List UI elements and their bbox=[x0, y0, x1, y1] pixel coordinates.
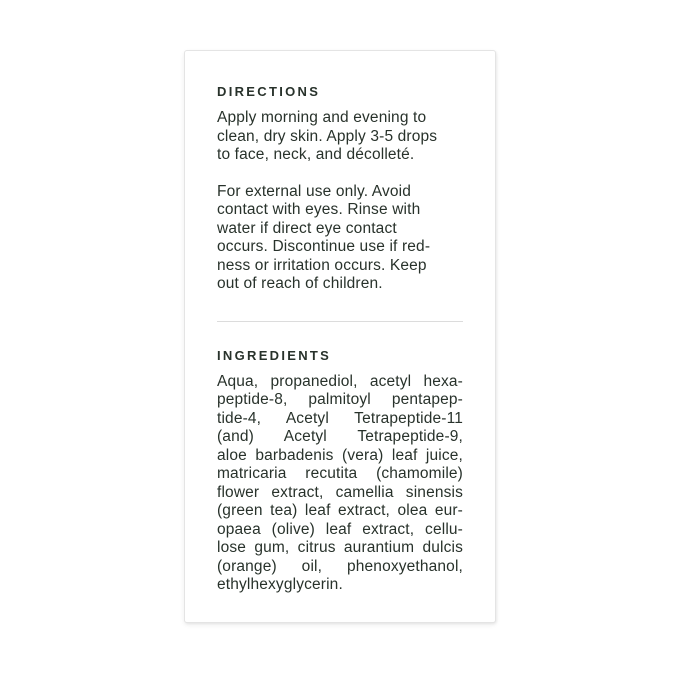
ingredients-paragraph bbox=[217, 373, 463, 595]
text-line: matricaria recutita (chamomile) bbox=[217, 465, 463, 482]
text-line: contact with eyes. Rinse with bbox=[217, 201, 421, 218]
text-line: Aqua, propanediol, acetyl hexa- bbox=[217, 372, 463, 390]
text-line: to face, neck, and décolleté. bbox=[217, 146, 415, 163]
text-line: (orange) oil, phenoxyethanol, bbox=[217, 557, 463, 575]
text-line: aloe barbadenis (vera) leaf juice, bbox=[217, 446, 463, 464]
directions-paragraph-usage bbox=[217, 109, 463, 165]
text-line: For external use only. Avoid bbox=[217, 182, 412, 200]
text-line: opaea (olive) leaf extract, cellu- bbox=[217, 520, 463, 538]
text-line: out of reach of children. bbox=[217, 275, 383, 292]
text-line: clean, dry skin. Apply 3-5 drops bbox=[217, 127, 438, 145]
text-line: occurs. Discontinue use if red- bbox=[217, 238, 431, 255]
text-line: peptide-8, palmitoyl pentapep- bbox=[217, 391, 463, 408]
text-line: ness or irritation occurs. Keep bbox=[217, 256, 427, 274]
text-line: Apply morning and evening to bbox=[217, 109, 427, 126]
ingredients-section bbox=[217, 348, 463, 595]
section-divider bbox=[217, 321, 463, 322]
text-line: water if direct eye contact bbox=[217, 219, 397, 237]
directions-section bbox=[217, 84, 463, 294]
text-line: ethylhexyglycerin. bbox=[217, 576, 343, 593]
text-line: flower extract, camellia sinensis bbox=[217, 483, 463, 501]
text-line: (and) Acetyl Tetrapeptide-9, bbox=[217, 428, 463, 445]
ingredients-heading: INGREDIENTS bbox=[217, 347, 332, 363]
text-line: (green tea) leaf extract, olea eur- bbox=[217, 502, 463, 519]
product-label-card bbox=[184, 50, 496, 623]
directions-heading: DIRECTIONS bbox=[217, 84, 321, 99]
text-line: tide-4, Acetyl Tetrapeptide-11 bbox=[217, 409, 463, 427]
text-line: lose gum, citrus aurantium dulcis bbox=[217, 539, 463, 556]
directions-paragraph-warnings bbox=[217, 183, 463, 294]
